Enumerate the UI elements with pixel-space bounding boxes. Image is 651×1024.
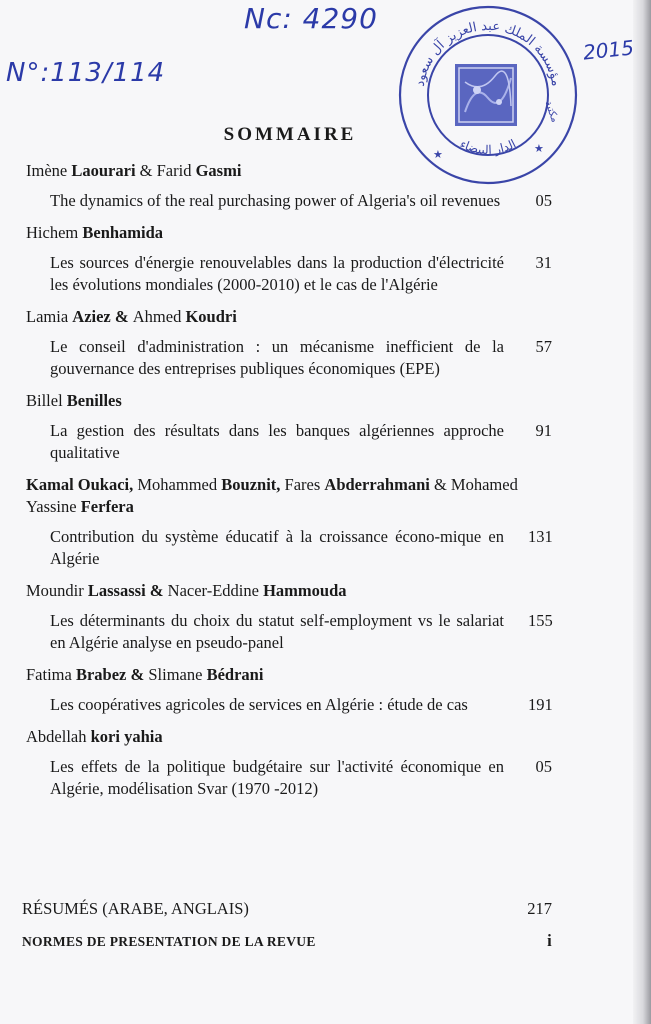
toc-article-row: [26, 756, 552, 800]
toc-authors: [26, 160, 552, 182]
toc-article-row: [26, 420, 552, 464]
author-surname: Bédrani: [206, 665, 264, 684]
article-page-number: 05: [535, 191, 552, 210]
author-given-name: Hichem: [26, 223, 83, 242]
author-given-name: & Farid: [135, 161, 196, 180]
toc-article-row: [26, 610, 552, 654]
table-of-contents: [26, 160, 552, 810]
toc-article-row: [26, 694, 552, 716]
author-surname: Kamal Oukaci,: [26, 475, 134, 494]
author-given-name: Nacer-Eddine: [167, 581, 264, 600]
stamp-top-text: مؤسسة الملك عبد العزيز آل سعود: [412, 18, 564, 88]
author-surname: Laourari: [71, 161, 136, 180]
toc-authors: [26, 306, 552, 328]
resumes-page: 217: [527, 899, 552, 918]
handwritten-issue-number: N°:113/114: [6, 58, 166, 88]
author-surname: Abderrahmani: [324, 475, 430, 494]
handwritten-year: 2015: [581, 35, 636, 65]
author-surname: Gasmi: [195, 161, 242, 180]
handwritten-reference: Nc: 4290: [244, 2, 378, 35]
toc-authors: [26, 664, 552, 686]
author-surname: Hammouda: [263, 581, 347, 600]
article-title: Les déterminants du choix du statut self-employment vs le salariat en Algérie analyse en pseudo-panel: [50, 611, 504, 652]
page-edge: [633, 0, 651, 1024]
author-given-name: Moundir: [26, 581, 88, 600]
resumes-row: [22, 899, 552, 919]
author-given-name: Fares: [280, 475, 325, 494]
article-page-number: 05: [535, 757, 552, 776]
author-given-name: Mohamed Yassine: [26, 475, 518, 516]
normes-label: NORMES DE PRESENTATION DE LA REVUE: [22, 934, 316, 949]
article-page-number: 155: [528, 611, 553, 630]
author-given-name: Lamia: [26, 307, 73, 326]
toc-entry: [26, 390, 552, 464]
toc-authors: [26, 222, 552, 244]
toc-article-row: [26, 526, 552, 570]
normes-page: i: [547, 931, 552, 950]
toc-entry: [26, 580, 552, 654]
author-given-name: Slimane: [148, 665, 207, 684]
stamp-star-left: ★: [433, 149, 443, 161]
author-surname: Benilles: [66, 391, 122, 410]
toc-entry: [26, 160, 552, 212]
author-surname: kori yahia: [90, 727, 163, 746]
page-title: SOMMAIRE: [223, 124, 357, 145]
stamp-emblem: [455, 64, 517, 126]
toc-article-row: [26, 190, 552, 212]
article-page-number: 191: [528, 695, 553, 714]
author-surname: Bouznit,: [221, 475, 281, 494]
author-given-name: &: [429, 475, 451, 494]
article-title: Le conseil d'administration : un mécanisme inefficient de la gouvernance des entreprises publiques économiques (EPE): [50, 337, 504, 378]
article-title: Les sources d'énergie renouvelables dans la production d'électricité les évolutions mondiales (2000-2010) et le cas de l'Algérie: [50, 253, 504, 294]
author-surname: Ferfera: [80, 497, 134, 516]
toc-authors: [26, 580, 552, 602]
toc-authors: [26, 474, 552, 518]
toc-article-row: [26, 336, 552, 380]
toc-authors: [26, 726, 552, 748]
author-given-name: Imène: [26, 161, 72, 180]
stamp-star-right: ★: [534, 143, 544, 155]
article-page-number: 31: [535, 253, 552, 272]
author-given-name: Ahmed: [132, 307, 186, 326]
normes-row: [22, 931, 552, 951]
toc-entry: [26, 726, 552, 800]
article-title: La gestion des résultats dans les banques algériennes approche qualitative: [50, 421, 504, 462]
author-given-name: Mohammed: [133, 475, 222, 494]
author-given-name: Fatima: [26, 665, 76, 684]
toc-entry: [26, 306, 552, 380]
author-given-name: Billel: [26, 391, 67, 410]
author-given-name: Abdellah: [26, 727, 91, 746]
stamp-side-text: مكتبة: [542, 99, 561, 124]
author-surname: Benhamida: [82, 223, 164, 242]
article-title: The dynamics of the real purchasing power of Algeria's oil revenues: [50, 191, 501, 210]
article-page-number: 131: [528, 527, 553, 546]
toc-entry: [26, 222, 552, 296]
article-title: Les coopératives agricoles de services en Algérie : étude de cas: [50, 695, 468, 714]
article-page-number: 57: [535, 337, 552, 356]
author-surname: Koudri: [185, 307, 237, 326]
article-title: Contribution du système éducatif à la croissance écono-mique en Algérie: [50, 527, 504, 568]
article-page-number: 91: [535, 421, 552, 440]
toc-entry: [26, 664, 552, 716]
author-surname: Lassassi &: [87, 581, 168, 600]
author-surname: Aziez &: [72, 307, 133, 326]
author-surname: Brabez &: [75, 665, 149, 684]
stamp-bottom-text: الدار البيضاء: [457, 136, 519, 157]
toc-article-row: [26, 252, 552, 296]
toc-authors: [26, 390, 552, 412]
toc-entry: [26, 474, 552, 570]
resumes-label: RÉSUMÉS (ARABE, ANGLAIS): [22, 899, 249, 918]
article-title: Les effets de la politique budgétaire sur l'activité économique en Algérie, modélisation Svar (1970 -2012): [50, 757, 504, 798]
